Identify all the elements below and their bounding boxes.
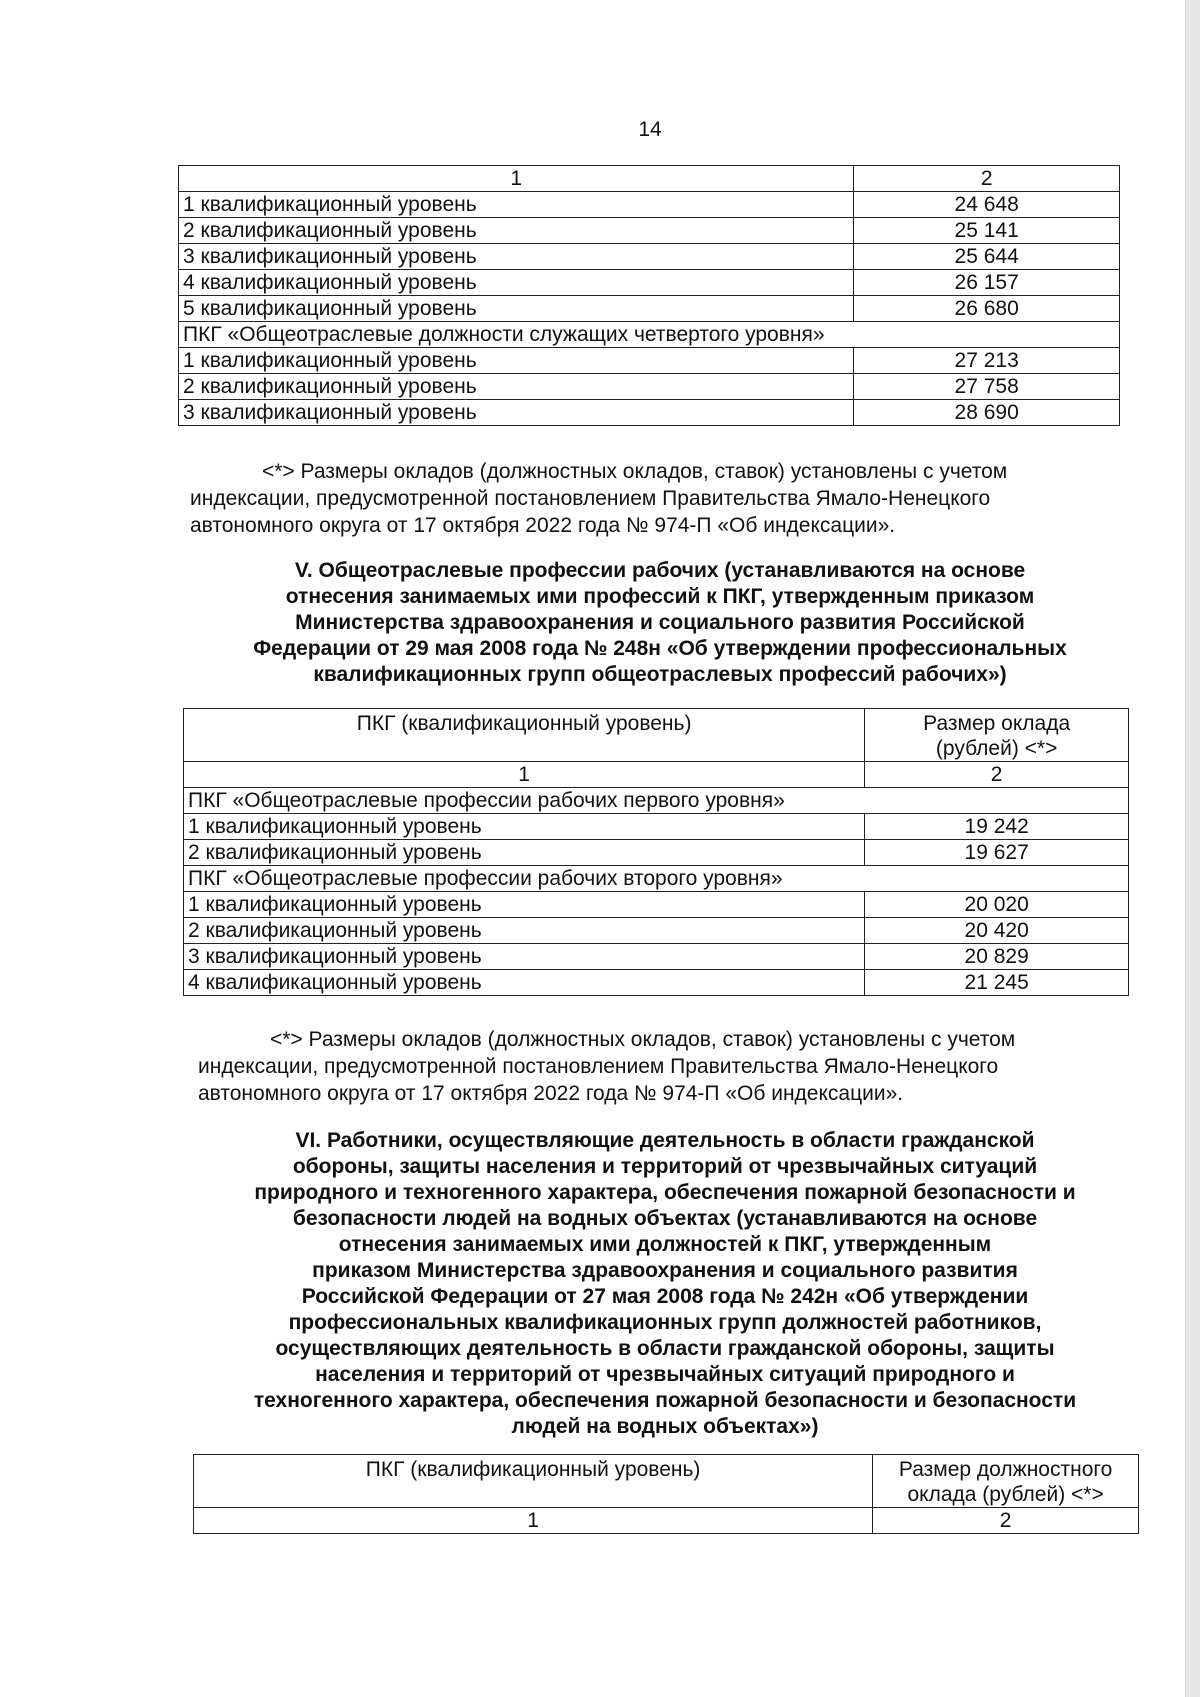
heading-line: Российской Федерации от 27 мая 2008 года № 242н «Об утверждении	[301, 1285, 1029, 1308]
page-number: 14	[638, 118, 662, 141]
table-header-numbers	[179, 166, 1120, 192]
level-label: 5 квалификационный уровень	[179, 296, 854, 322]
salary-value: 19 242	[865, 814, 1129, 840]
level-label: 1 квалификационный уровень	[179, 192, 854, 218]
civil-defense-salary-table	[193, 1454, 1139, 1534]
table-row	[179, 374, 1120, 400]
heading-line: Министерства здравоохранения и социального развития Российской	[295, 611, 1025, 634]
heading-line: отнесения занимаемых ими должностей к ПКГ, утвержденным	[338, 1233, 992, 1256]
heading-line: населения и территорий от чрезвычайных ситуаций природного и	[315, 1363, 1015, 1386]
table-row	[179, 296, 1120, 322]
column-number-2: 2	[873, 1508, 1139, 1534]
level-label: 2 квалификационный уровень	[184, 918, 865, 944]
column-header-line: оклада (рублей) <*>	[907, 1483, 1104, 1506]
footnote-line: индексации, предусмотренной постановлением Правительства Ямало-Ненецкого	[190, 487, 991, 510]
footnote	[190, 458, 1124, 539]
footnote-line: автономного округа от 17 октября 2022 года № 974-П «Об индексации».	[198, 1082, 904, 1105]
footnote-line: автономного округа от 17 октября 2022 года № 974-П «Об индексации».	[190, 514, 896, 537]
group-title: ПКГ «Общеотраслевые профессии рабочих первого уровня»	[184, 788, 1129, 814]
level-label: 3 квалификационный уровень	[184, 944, 865, 970]
table-row	[184, 840, 1129, 866]
level-label: 3 квалификационный уровень	[179, 400, 854, 426]
salary-value: 25 644	[854, 244, 1120, 270]
table-header	[194, 1455, 1139, 1508]
salary-value: 27 213	[854, 348, 1120, 374]
footnote-line: <*> Размеры окладов (должностных окладов, ставок) установлены с учетом	[262, 460, 1008, 483]
group-title: ПКГ «Общеотраслевые профессии рабочих второго уровня»	[184, 866, 1129, 892]
level-label: 3 квалификационный уровень	[179, 244, 854, 270]
group-row	[184, 788, 1129, 814]
salary-value: 19 627	[865, 840, 1129, 866]
column-header-line: (рублей) <*>	[935, 737, 1058, 760]
level-label: 1 квалификационный уровень	[184, 892, 865, 918]
table-row	[184, 814, 1129, 840]
salary-value: 27 758	[854, 374, 1120, 400]
heading-line: людей на водных объектах»)	[511, 1415, 819, 1438]
salary-value: 20 829	[865, 944, 1129, 970]
salary-value: 26 680	[854, 296, 1120, 322]
table-row	[179, 218, 1120, 244]
heading-line: VI. Работники, осуществляющие деятельность в области гражданской	[295, 1129, 1035, 1152]
group-title: ПКГ «Общеотраслевые должности служащих четвертого уровня»	[179, 322, 1120, 348]
level-label: 1 квалификационный уровень	[184, 814, 865, 840]
table-row	[184, 918, 1129, 944]
footnote-line: <*> Размеры окладов (должностных окладов, ставок) установлены с учетом	[270, 1028, 1016, 1051]
column-header: ПКГ (квалификационный уровень)	[184, 709, 865, 762]
table-row	[179, 244, 1120, 270]
table-row	[179, 348, 1120, 374]
level-label: 2 квалификационный уровень	[184, 840, 865, 866]
column-header-line: Размер должностного	[898, 1458, 1113, 1481]
level-label: 4 квалификационный уровень	[184, 970, 865, 996]
table-row	[184, 892, 1129, 918]
workers-salary-table	[183, 708, 1129, 996]
footnote	[198, 1026, 1132, 1107]
column-header: ПКГ (квалификационный уровень)	[194, 1455, 873, 1508]
heading-line: приказом Министерства здравоохранения и социального развития	[312, 1259, 1018, 1282]
column-number-2: 2	[854, 166, 1120, 192]
heading-line: Федерации от 29 мая 2008 года № 248н «Об утверждении профессиональных	[253, 637, 1067, 660]
salary-value: 20 420	[865, 918, 1129, 944]
heading-line: отнесения занимаемых ими профессий к ПКГ, утвержденным приказом	[285, 585, 1035, 608]
heading-line: безопасности людей на водных объектах (устанавливаются на основе	[292, 1207, 1038, 1230]
table-row	[184, 970, 1129, 996]
column-number-1: 1	[194, 1508, 873, 1534]
table-row	[179, 192, 1120, 218]
level-label: 4 квалификационный уровень	[179, 270, 854, 296]
heading-line: осуществляющих деятельность в области гражданской обороны, защиты	[275, 1337, 1055, 1360]
group-row	[179, 322, 1120, 348]
heading-line: природного и техногенного характера, обеспечения пожарной безопасности и	[254, 1181, 1076, 1204]
heading-line: профессиональных квалификационных групп должностей работников,	[288, 1311, 1042, 1334]
footnote-line: индексации, предусмотренной постановлением Правительства Ямало-Ненецкого	[198, 1055, 999, 1078]
salary-value: 24 648	[854, 192, 1120, 218]
level-label: 1 квалификационный уровень	[179, 348, 854, 374]
group-row	[184, 866, 1129, 892]
heading-line: квалификационных групп общеотраслевых профессий рабочих»)	[313, 663, 1007, 686]
table-row	[179, 270, 1120, 296]
column-header	[865, 709, 1129, 762]
table-row	[179, 400, 1120, 426]
salary-value: 26 157	[854, 270, 1120, 296]
heading-line: V. Общеотраслевые профессии рабочих (устанавливаются на основе	[294, 559, 1026, 582]
column-number-1: 1	[179, 166, 854, 192]
salary-value: 28 690	[854, 400, 1120, 426]
table-row	[184, 944, 1129, 970]
heading-line: обороны, защиты населения и территорий от чрезвычайных ситуаций	[292, 1155, 1038, 1178]
scan-edge	[1185, 0, 1200, 1697]
column-header-line: Размер оклада	[923, 712, 1071, 735]
level-label: 2 квалификационный уровень	[179, 374, 854, 400]
table-header-numbers	[184, 762, 1129, 788]
salary-value: 25 141	[854, 218, 1120, 244]
level-label: 2 квалификационный уровень	[179, 218, 854, 244]
column-header	[873, 1455, 1139, 1508]
column-number-2: 2	[865, 762, 1129, 788]
salary-value: 21 245	[865, 970, 1129, 996]
section-heading	[160, 558, 1160, 688]
table-header-numbers	[194, 1508, 1139, 1534]
salary-table-continuation	[178, 165, 1120, 426]
heading-line: техногенного характера, обеспечения пожарной безопасности и безопасности	[253, 1389, 1077, 1412]
section-heading	[160, 1128, 1170, 1440]
table-header	[184, 709, 1129, 762]
column-number-1: 1	[184, 762, 865, 788]
salary-value: 20 020	[865, 892, 1129, 918]
